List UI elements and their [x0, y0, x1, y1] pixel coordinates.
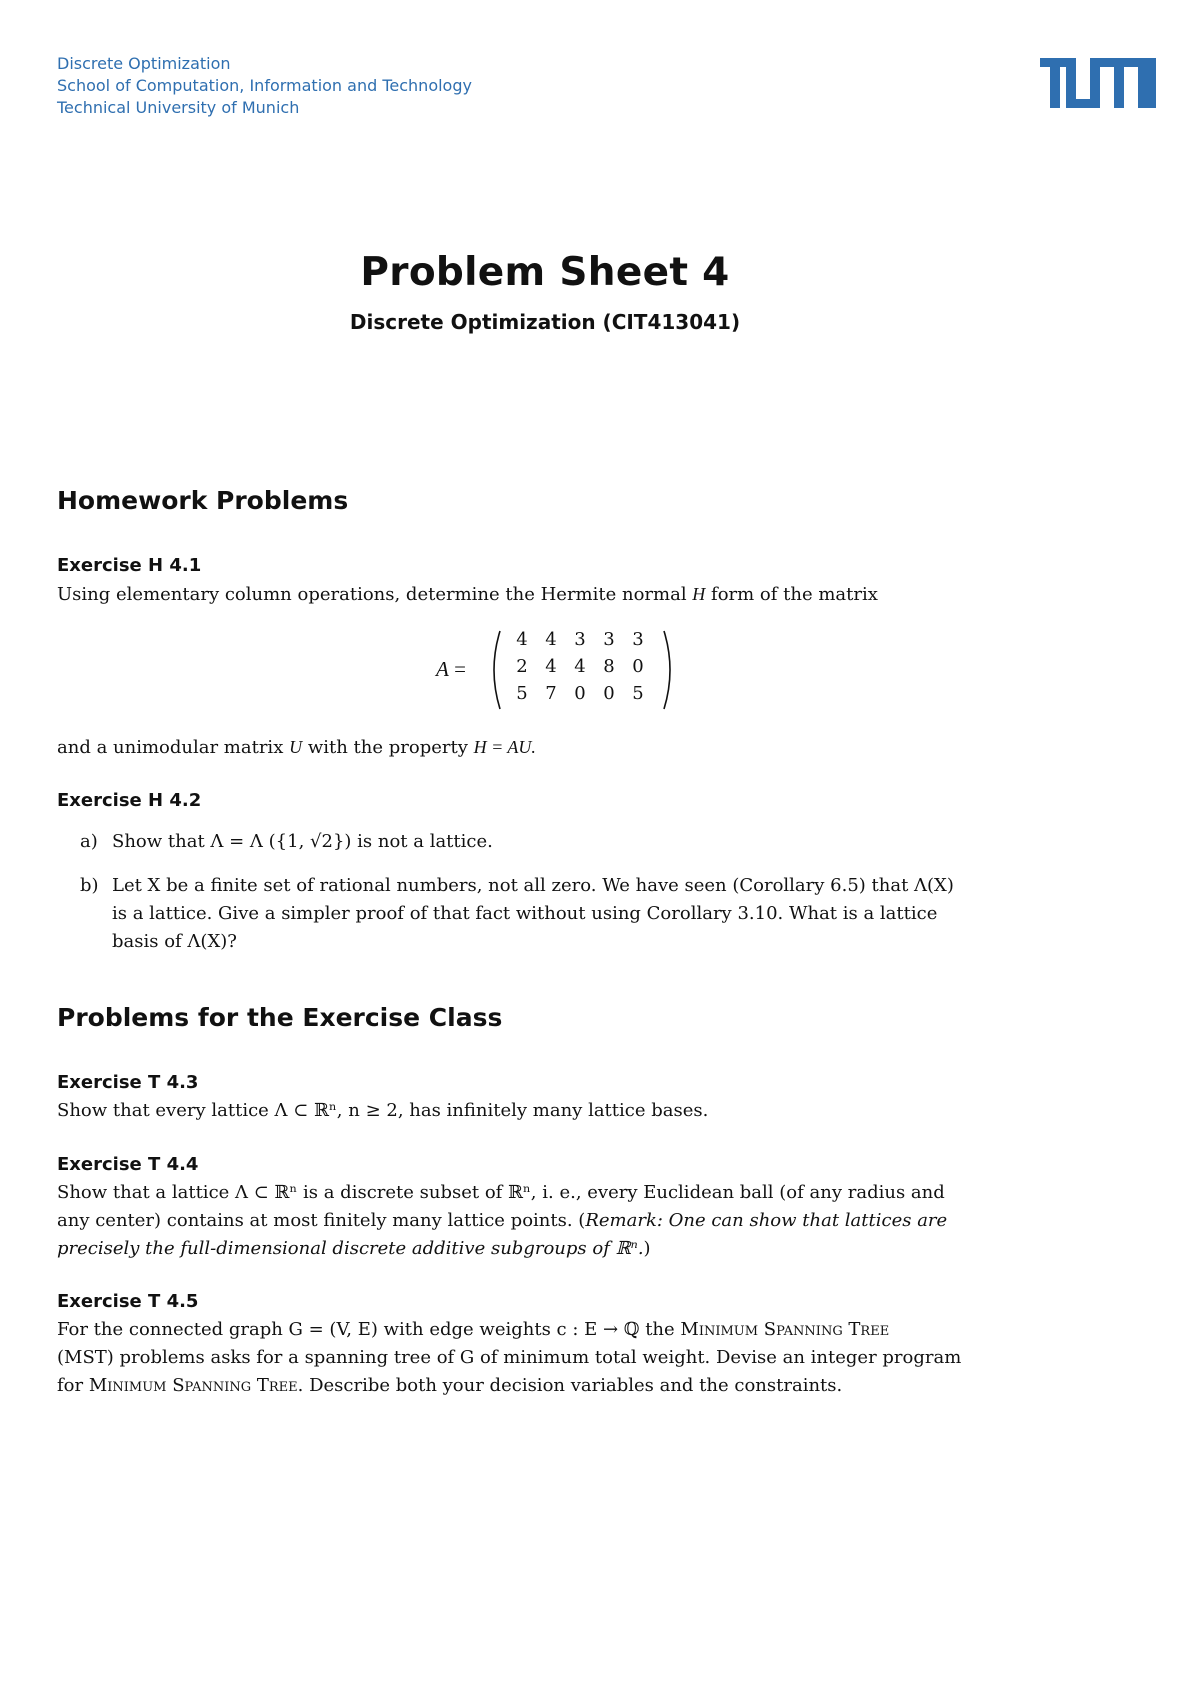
page-subtitle: Discrete Optimization (CIT413041) [349, 310, 741, 334]
exercise-t45-heading: Exercise T 4.5 [57, 1291, 199, 1312]
matrix-lhs: A = [436, 657, 466, 681]
exercise-h42-heading: Exercise H 4.2 [57, 790, 202, 811]
item-text: Show that Λ = Λ ({1, √2}) is not a lattice. [112, 831, 493, 852]
exercise-h42-b [80, 872, 1037, 956]
item-label: b) [80, 875, 99, 896]
tum-logo-icon [1040, 58, 1156, 108]
exercise-t45-text: For the connected graph G = (V, E) with edge weights c : E → ℚ the Minimum Spanning Tree (MST) problems asks for a spanning tree of G of minimum total weight. Devise an integer program for Minimum Spanning Tree. Describe both your decision variables and the constraints. [57, 1319, 962, 1396]
item-text: Let X be a finite set of rational numbers, not all zero. We have seen (Corollary 6.5) that Λ(X) is a lattice. Give a simpler proof of that fact without using Corollary 3.10. What is a lattice basis of Λ(X)? [112, 875, 954, 952]
exercise-h41-heading: Exercise H 4.1 [57, 555, 202, 576]
matrix-cell: 0 [632, 656, 644, 677]
matrix-cell: 4 [574, 656, 586, 677]
header-line-university: Technical University of Munich [57, 98, 300, 117]
matrix-cell: 3 [603, 629, 615, 650]
header-line-school: School of Computation, Information and Technology [57, 76, 472, 95]
matrix-cell: 5 [516, 683, 528, 704]
section-homework: Homework Problems [57, 486, 349, 515]
matrix-cell: 5 [632, 683, 644, 704]
matrix-cell: 0 [574, 683, 586, 704]
item-label: a) [80, 831, 98, 852]
institution-header [57, 53, 472, 119]
matrix-cell: 7 [545, 683, 557, 704]
matrix-cell: 4 [516, 629, 528, 650]
matrix-cell: 2 [516, 656, 528, 677]
exercise-h41-text-after: and a unimodular matrix U with the property H = AU. [57, 737, 536, 758]
matrix-a [430, 627, 680, 713]
exercise-t43-heading: Exercise T 4.3 [57, 1072, 199, 1093]
matrix-cell: 0 [603, 683, 615, 704]
exercise-t43-text: Show that every lattice Λ ⊂ ℝⁿ, n ≥ 2, has infinitely many lattice bases. [57, 1100, 709, 1121]
matrix-cell: 8 [603, 656, 615, 677]
matrix-cell: 3 [574, 629, 586, 650]
exercise-t44-text: Show that a lattice Λ ⊂ ℝⁿ is a discrete subset of ℝⁿ, i. e., every Euclidean ball (of any radius and any center) contains at most finitely many lattice points. (Remark: One can show that lattices are precisely the full-dimensional discrete additive subgroups of ℝⁿ.) [57, 1182, 948, 1259]
exercise-t44-heading: Exercise T 4.4 [57, 1154, 199, 1175]
exercise-h42-a [80, 828, 1037, 856]
matrix-cell: 4 [545, 656, 557, 677]
section-exercise-class: Problems for the Exercise Class [57, 1003, 503, 1032]
exercise-h41-text: Using elementary column operations, determine the Hermite normal H form of the matrix [57, 584, 878, 605]
header-line-chair: Discrete Optimization [57, 54, 231, 73]
matrix-cell: 4 [545, 629, 557, 650]
page-title: Problem Sheet 4 [360, 250, 730, 295]
matrix-cell: 3 [632, 629, 644, 650]
